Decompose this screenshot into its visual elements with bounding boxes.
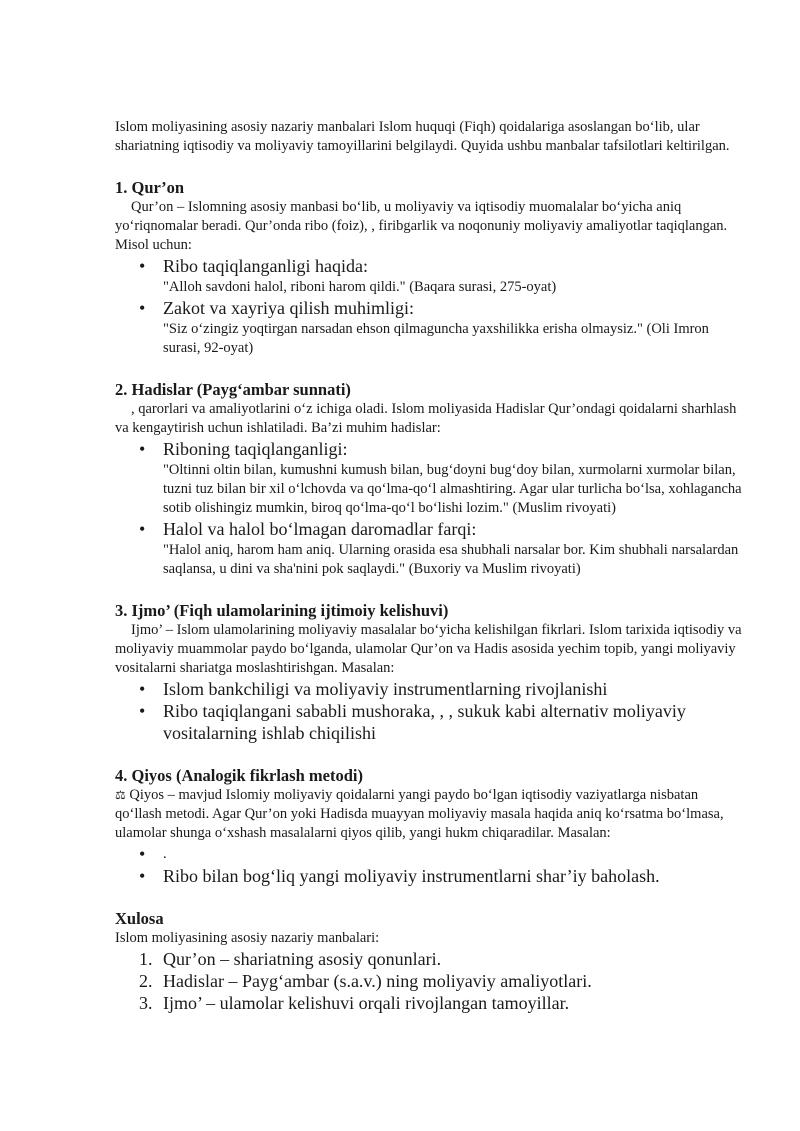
quote-text: "Oltinni oltin bilan, kumushni kumush bilan, bug‘doyni bug‘doy bilan, xurmolarni xurmolar bilan, tuzni tuz bilan bir xil o‘lchovda va qo‘lma-qo‘l almashtiring. Agar ular turlicha bo‘lsa, xohlagancha sotib olishingiz mumkin, biroq qo‘lma-qo‘l bo‘lishi lozim." (Muslim rivoyati) — [163, 462, 742, 516]
section-quran — [115, 178, 745, 358]
section-conclusion — [115, 909, 745, 1014]
bullet-list — [115, 843, 745, 887]
list-number: 3. — [139, 993, 153, 1013]
list-item — [139, 518, 745, 579]
section-title: Xulosa — [115, 909, 164, 928]
list-item — [139, 865, 745, 887]
section-body: Islom moliyasining asosiy nazariy manbalari: — [115, 930, 380, 946]
list-item-heading: Ribo taqiqlanganligi haqida: — [163, 256, 368, 276]
list-item-text: Ijmo’ – ulamolar kelishuvi orqali rivojlangan tamoyillar. — [163, 993, 570, 1013]
quote-text: "Alloh savdoni halol, riboni harom qildi." (Baqara surasi, 275-oyat) — [163, 279, 557, 295]
bullet-icon: • — [139, 844, 146, 864]
list-item — [139, 297, 745, 358]
document-page — [115, 118, 745, 1014]
list-item — [139, 678, 745, 700]
bullet-icon: • — [139, 866, 146, 886]
list-item-heading: Halol va halol bo‘lmagan daromadlar farqi: — [163, 519, 477, 539]
bullet-icon: • — [139, 679, 146, 699]
list-item — [139, 992, 745, 1014]
list-item-heading: Zakot va xayriya qilish muhimligi: — [163, 298, 414, 318]
list-item — [139, 948, 745, 970]
section-body: Ijmo’ – Islom ulamolarining moliyaviy masalalar bo‘yicha kelishilgan fikrlari. Islom tarixida iqtisodiy va moliyaviy muammolar paydo bo‘lganda, ulamolar Qur’on va Hadis asosida yechim topib, yangi moliyaviy vositalarni shariatga moslashtirishgan. Masalan: — [115, 622, 742, 676]
quote-text: "Siz o‘zingiz yoqtirgan narsadan ehson qilmaguncha yaxshilikka erisha olmaysiz." (Oli Imron surasi, 92-oyat) — [163, 321, 709, 356]
list-item-text: Hadislar – Payg‘ambar (s.a.v.) ning moliyaviy amaliyotlari. — [163, 971, 592, 991]
bullet-icon: • — [139, 519, 146, 539]
list-item-text: Ribo taqiqlangani sababli mushoraka, , , sukuk kabi alternativ moliyaviy vositalarning ishlab chiqilishi — [163, 701, 686, 743]
list-item-heading: Riboning taqiqlanganligi: — [163, 439, 348, 459]
intro-paragraph: Islom moliyasining asosiy nazariy manbalari Islom huquqi (Fiqh) qoidalariga asoslangan bo‘lib, ular shariatning iqtisodiy va moliyaviy tamoyillarini belgilaydi. Quyida ushbu manbalar tafsilotlari keltirilgan. — [115, 119, 730, 154]
section-hadith — [115, 380, 745, 579]
section-title: 3. Ijmo’ (Fiqh ulamolarining ijtimoiy kelishuvi) — [115, 601, 449, 620]
list-number: 1. — [139, 949, 153, 969]
section-body — [115, 786, 745, 843]
bullet-icon: • — [139, 256, 146, 276]
bullet-list — [115, 438, 745, 579]
list-item — [139, 970, 745, 992]
list-item-text: Islom bankchiligi va moliyaviy instrumentlarning rivojlanishi — [163, 679, 608, 699]
bullet-icon: • — [139, 701, 146, 721]
section-body: Qur’on – Islomning asosiy manbasi bo‘lib, u moliyaviy va iqtisodiy muomalalar bo‘yicha aniq yo‘riqnomalar beradi. Qur’onda ribo (foiz), , firibgarlik va noqonuniy moliyaviy amaliyotlar taqiqlangan. Misol uchun: — [115, 199, 728, 253]
list-item — [139, 843, 745, 865]
quote-text: "Halol aniq, harom ham aniq. Ularning orasida esa shubhali narsalar bor. Kim shubhali narsalardan saqlansa, u dini va sha'nini pok saqlaydi." (Buxoriy va Muslim rivoyati) — [163, 542, 739, 577]
section-title: 2. Hadislar (Payg‘ambar sunnati) — [115, 380, 351, 399]
list-item — [139, 255, 745, 297]
list-number: 2. — [139, 971, 153, 991]
list-item — [139, 700, 745, 744]
bullet-list — [115, 678, 745, 744]
bullet-list — [115, 255, 745, 358]
section-body-text: Qiyos – mavjud Islomiy moliyaviy qoidalarni yangi paydo bo‘lgan iqtisodiy vaziyatlarga nisbatan qo‘llash metodi. Agar Qur’on yoki Hadisda muayyan moliyaviy masala haqida aniq ko‘rsatma bo‘lmasa, ulamolar shunga o‘xshash masalalarni qiyos qilib, yangi hukm chiqaradilar. Masalan: — [115, 787, 724, 841]
bullet-icon: • — [139, 439, 146, 459]
section-ijma — [115, 601, 745, 744]
numbered-list — [115, 948, 745, 1014]
section-title: 4. Qiyos (Analogik fikrlash metodi) — [115, 766, 363, 785]
section-body: , qarorlari va amaliyotlarini o‘z ichiga oladi. Islom moliyasida Hadislar Qur’ondagi qoidalarni sharhlash va kengaytirish uchun ishlatiladi. Ba’zi muhim hadislar: — [115, 401, 737, 436]
list-item-text: . — [163, 846, 167, 862]
list-item — [139, 438, 745, 518]
list-item-text: Qur’on – shariatning asosiy qonunlari. — [163, 949, 442, 969]
bullet-icon: • — [139, 298, 146, 318]
section-title: 1. Qur’on — [115, 178, 185, 197]
section-qiyas — [115, 766, 745, 887]
scale-icon: ⚖ — [115, 788, 126, 802]
list-item-text: Ribo bilan bog‘liq yangi moliyaviy instrumentlarni shar’iy baholash. — [163, 866, 660, 886]
